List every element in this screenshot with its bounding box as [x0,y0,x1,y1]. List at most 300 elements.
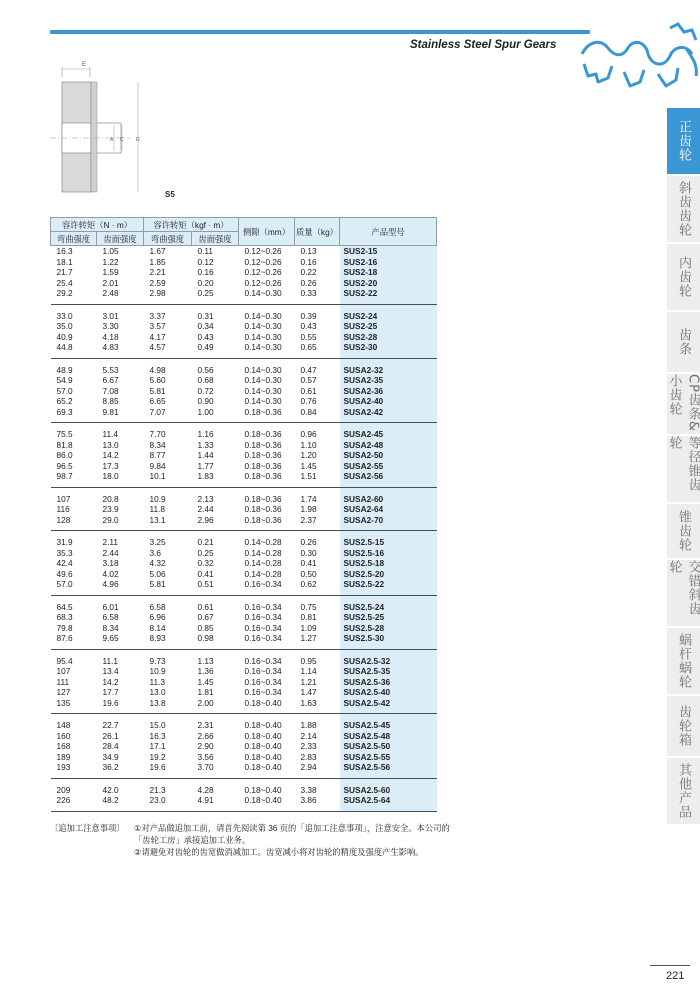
value-cell: 8.34 [102,622,119,633]
value-cell: 0.18~0.36 [244,429,282,439]
value-cell: 6.65 [149,396,166,406]
value-cell: 0.18~0.40 [239,795,295,811]
value-cell: 4.83 [97,342,144,358]
value-cell: 0.18~0.40 [244,751,282,762]
category-tabs [667,108,700,826]
value-cell: 0.14~0.28 [244,568,282,579]
value-cell: 0.14~0.28 [244,537,282,547]
value-cell: 6.01 [102,601,119,612]
table-row [51,487,437,504]
value-cell: 14.2 [102,676,119,687]
series-code: S5 [165,190,175,199]
value-cell: 23.9 [102,504,119,514]
value-cell: 2.13 [197,493,214,504]
value-cell: 19.6 [97,698,144,714]
value-cell: 7.08 [102,385,119,396]
value-cell: 5.53 [102,364,119,375]
value-cell: 95.4 [56,655,73,666]
value-cell: 96.5 [56,460,73,471]
value-cell: 81.8 [56,439,73,450]
value-cell: 4.91 [192,795,239,811]
value-cell: 26.1 [102,730,119,741]
value-cell: 127 [56,687,71,697]
spec-table-body [51,246,437,812]
value-cell: 2.14 [300,730,317,741]
value-cell: 7.70 [149,429,166,439]
value-cell: 0.90 [197,396,214,406]
value-cell: 0.85 [197,622,214,633]
model-cell: SUSA2-55 [340,461,437,472]
dim-c-label: C [120,137,124,143]
value-cell: 10.9 [149,493,166,504]
value-cell: 1.59 [102,267,119,277]
value-cell: 2.66 [197,730,214,741]
table-row [51,778,437,795]
value-cell: 0.41 [197,568,214,579]
model-cell: SUSA2.5-56 [340,762,437,778]
value-cell: 4.17 [149,331,166,342]
value-cell: 0.25 [192,288,239,304]
value-cell: 0.57 [300,375,317,385]
value-cell: 6.58 [149,601,166,612]
model-cell: SUS2-20 [340,278,437,289]
value-cell: 11.8 [149,504,166,514]
value-cell: 11.1 [102,655,119,666]
value-cell: 3.30 [102,321,119,331]
value-cell: 0.32 [197,558,214,568]
value-cell: 0.13 [300,246,317,256]
value-cell: 1.67 [149,246,166,256]
value-cell: 4.18 [102,331,119,342]
table-row [51,504,437,515]
value-cell: 2.11 [102,537,119,547]
value-cell: 0.18~0.36 [244,439,282,450]
value-cell: 0.43 [197,331,214,342]
table-row [51,461,437,472]
value-cell: 1.09 [300,622,317,633]
value-cell: 1.63 [295,698,340,714]
value-cell: 128 [51,515,97,531]
value-cell: 35.0 [56,321,73,331]
value-cell: 10.9 [149,666,166,676]
value-cell: 48.2 [97,795,144,811]
value-cell: 4.57 [144,342,192,358]
model-cell: SUS2-24 [340,304,437,321]
value-cell: 4.28 [197,784,214,795]
model-cell: SUSA2-48 [340,440,437,451]
table-row [51,407,437,423]
header-torque-nm: 容许转矩（N · m） [51,218,144,232]
value-cell: 0.75 [300,601,317,612]
category-tab[interactable]: 齿条 [667,312,700,374]
value-cell: 16.3 [149,730,166,741]
value-cell: 189 [56,751,71,762]
table-row [51,623,437,634]
value-cell: 0.18~0.36 [239,471,295,487]
value-cell: 25.4 [56,277,73,288]
value-cell: 9.84 [149,460,166,471]
table-row [51,649,437,666]
note-2: ②请避免对齿轮的齿宽做消减加工。齿宽减小将对齿轮的精度及强度产生影响。 [134,847,424,857]
value-cell: 8.14 [149,622,166,633]
table-row [51,666,437,677]
value-cell: 29.0 [97,515,144,531]
value-cell: 107 [56,666,71,676]
value-cell: 0.18~0.40 [244,730,282,741]
value-cell: 0.26 [300,277,317,288]
value-cell: 0.62 [295,579,340,595]
value-cell: 3.25 [149,537,166,547]
model-cell: SUSA2-32 [340,358,437,375]
value-cell: 79.8 [56,622,73,633]
value-cell: 8.85 [102,396,119,406]
value-cell: 0.25 [197,547,214,558]
dim-a-label: A [110,137,114,143]
value-cell: 10.1 [144,471,192,487]
value-cell: 5.81 [149,385,166,396]
value-cell: 1.16 [197,429,214,439]
model-cell: SUS2-15 [340,246,437,257]
value-cell: 18.0 [97,471,144,487]
value-cell: 2.44 [197,504,214,514]
value-cell: 0.14~0.30 [239,342,295,358]
value-cell: 1.21 [300,676,317,687]
value-cell: 1.00 [192,407,239,423]
value-cell: 1.51 [295,471,340,487]
value-cell: 22.7 [102,720,119,730]
value-cell: 33.0 [56,310,73,321]
value-cell: 8.34 [149,439,166,450]
value-cell: 19.6 [144,762,192,778]
value-cell: 1.98 [300,504,317,514]
value-cell: 23.0 [144,795,192,811]
model-cell: SUSA2.5-55 [340,752,437,763]
value-cell: 6.58 [102,612,119,622]
value-cell: 0.30 [300,547,317,558]
value-cell: 1.81 [197,687,214,697]
value-cell: 6.67 [102,375,119,385]
table-row [51,396,437,407]
value-cell: 1.20 [300,450,317,460]
table-row [51,332,437,343]
table-row [51,288,437,304]
category-tab[interactable]: 锥齿轮 [667,504,700,560]
value-cell: 48.9 [56,364,73,375]
value-cell: 69.3 [51,407,97,423]
value-cell: 0.18~0.36 [244,450,282,460]
value-cell: 86.0 [56,450,73,460]
value-cell: 0.96 [300,429,317,439]
value-cell: 2.96 [192,515,239,531]
value-cell: 1.05 [102,246,119,256]
value-cell: 1.77 [197,460,214,471]
value-cell: 0.16~0.34 [244,655,282,666]
category-tab[interactable]: 内齿轮 [667,244,700,312]
value-cell: 21.7 [56,267,73,277]
value-cell: 8.93 [144,633,192,649]
value-cell: 2.98 [144,288,192,304]
value-cell: 0.34 [197,321,214,331]
value-cell: 0.18~0.36 [239,407,295,423]
value-cell: 4.96 [97,579,144,595]
header-model: 产品型号 [340,218,437,246]
category-tab[interactable]: 其他产品 [667,758,700,826]
model-cell: SUSA2-42 [340,407,437,423]
page-title: Stainless Steel Spur Gears [410,39,557,51]
value-cell: 168 [56,741,71,751]
value-cell: 1.85 [149,256,166,267]
value-cell: 2.83 [300,751,317,762]
table-row [51,548,437,559]
value-cell: 49.6 [56,568,73,579]
table-row [51,558,437,569]
table-row [51,569,437,580]
value-cell: 34.9 [102,751,119,762]
value-cell: 3.86 [295,795,340,811]
value-cell: 1.44 [197,450,214,460]
value-cell: 9.65 [97,633,144,649]
table-row [51,731,437,742]
value-cell: 0.14~0.30 [244,331,282,342]
model-cell: SUSA2.5-60 [340,778,437,795]
value-cell: 1.47 [300,687,317,697]
value-cell: 19.2 [149,751,166,762]
value-cell: 64.5 [56,601,73,612]
value-cell: 0.39 [300,310,317,321]
notes-label: 〔追加工注意事项〕 [50,823,125,833]
model-cell: SUSA2-56 [340,471,437,487]
value-cell: 21.3 [149,784,166,795]
value-cell: 4.32 [149,558,166,568]
value-cell: 1.22 [102,256,119,267]
table-row [51,612,437,623]
value-cell: 13.0 [102,439,119,450]
value-cell: 226 [51,795,97,811]
value-cell: 0.16~0.34 [239,633,295,649]
category-tab[interactable]: CP齿条&小齿轮 [667,374,700,436]
value-cell: 1.36 [197,666,214,676]
header-mass: 质量（kg） [295,218,340,246]
model-cell: SUS2.5-25 [340,612,437,623]
model-cell: SUSA2.5-45 [340,714,437,731]
value-cell: 8.77 [149,450,166,460]
value-cell: 3.6 [149,547,162,558]
value-cell: 2.94 [295,762,340,778]
value-cell: 3.70 [192,762,239,778]
model-cell: SUS2.5-16 [340,548,437,559]
value-cell: 4.02 [102,568,119,579]
value-cell: 0.16~0.34 [244,666,282,676]
model-cell: SUSA2-70 [340,515,437,531]
value-cell: 193 [51,762,97,778]
model-cell: SUSA2.5-40 [340,687,437,698]
value-cell: 135 [51,698,97,714]
value-cell: 0.43 [300,321,317,331]
model-cell: SUSA2.5-64 [340,795,437,811]
value-cell: 11.3 [149,676,166,687]
header-backlash: 侧隙（mm） [239,218,295,246]
table-row [51,450,437,461]
model-cell: SUSA2.5-32 [340,649,437,666]
category-tab[interactable]: 齿轮箱 [667,696,700,758]
value-cell: 6.96 [149,612,166,622]
value-cell: 0.47 [300,364,317,375]
value-cell: 0.16 [197,267,214,277]
table-row [51,246,437,257]
value-cell: 9.81 [97,407,144,423]
table-row [51,423,437,440]
value-cell: 2.33 [300,741,317,751]
page-number: 221 [666,970,685,982]
model-cell: SUSA2.5-35 [340,666,437,677]
value-cell: 0.16~0.34 [244,687,282,697]
value-cell: 111 [56,676,70,687]
value-cell: 2.48 [97,288,144,304]
value-cell: 98.7 [51,471,97,487]
value-cell: 1.14 [300,666,317,676]
table-row [51,677,437,688]
value-cell: 0.12~0.26 [244,267,282,277]
value-cell: 0.14~0.30 [244,321,282,331]
value-cell: 0.14~0.30 [244,385,282,396]
value-cell: 14.2 [102,450,119,460]
value-cell: 0.11 [197,246,214,256]
category-tab[interactable]: 等径锥齿轮 [667,436,700,504]
value-cell: 0.16 [300,256,317,267]
value-cell: 17.3 [102,460,119,471]
value-cell: 20.8 [102,493,119,504]
model-cell: SUS2.5-24 [340,595,437,612]
value-cell: 0.51 [192,579,239,595]
value-cell: 36.2 [97,762,144,778]
header-bending-nm: 弯曲强度 [51,232,97,246]
value-cell: 0.18~0.40 [244,741,282,751]
value-cell: 0.18~0.40 [244,720,282,730]
table-row [51,342,437,358]
category-tab[interactable]: 正齿轮 [667,108,700,176]
dim-d-label: D [136,137,140,143]
model-cell: SUSA2-50 [340,450,437,461]
model-cell: SUSA2-60 [340,487,437,504]
value-cell: 0.98 [192,633,239,649]
value-cell: 1.27 [295,633,340,649]
value-cell: 3.57 [149,321,166,331]
model-cell: SUSA2-35 [340,375,437,386]
value-cell: 0.22 [300,267,317,277]
table-row [51,595,437,612]
model-cell: SUSA2-36 [340,386,437,397]
value-cell: 0.12~0.26 [244,277,282,288]
value-cell: 3.38 [300,784,317,795]
value-cell: 2.37 [295,515,340,531]
value-cell: 31.9 [56,537,73,547]
value-cell: 2.31 [197,720,214,730]
value-cell: 87.6 [51,633,97,649]
value-cell: 0.68 [197,375,214,385]
header-surface-nm: 齿面强度 [97,232,144,246]
table-row [51,714,437,731]
value-cell: 18.1 [56,256,73,267]
header-rule [50,30,590,34]
model-cell: SUSA2-40 [340,396,437,407]
value-cell: 13.8 [144,698,192,714]
model-cell: SUS2-25 [340,321,437,332]
value-cell: 35.3 [56,547,73,558]
model-cell: SUSA2.5-48 [340,731,437,742]
table-row [51,752,437,763]
table-row [51,687,437,698]
value-cell: 209 [56,784,71,795]
value-cell: 13.4 [102,666,119,676]
value-cell: 0.12 [197,256,214,267]
table-row [51,762,437,778]
table-row [51,741,437,752]
value-cell: 0.33 [295,288,340,304]
value-cell: 57.0 [51,579,97,595]
table-row [51,440,437,451]
value-cell: 29.2 [51,288,97,304]
value-cell: 0.14~0.28 [244,547,282,558]
value-cell: 0.16~0.34 [244,612,282,622]
value-cell: 68.3 [56,612,73,622]
value-cell: 2.21 [149,267,166,277]
value-cell: 0.84 [295,407,340,423]
value-cell: 0.18~0.36 [244,504,282,514]
value-cell: 0.65 [295,342,340,358]
value-cell: 2.44 [102,547,119,558]
value-cell: 0.61 [300,385,317,396]
model-cell: SUS2.5-28 [340,623,437,634]
value-cell: 3.37 [149,310,166,321]
category-tab[interactable]: 斜齿齿轮 [667,176,700,244]
value-cell: 5.81 [144,579,192,595]
model-cell: SUSA2.5-50 [340,741,437,752]
value-cell: 0.16~0.34 [244,622,282,633]
value-cell: 40.9 [56,331,73,342]
value-cell: 0.18~0.36 [239,515,295,531]
value-cell: 15.0 [149,720,166,730]
value-cell: 1.88 [300,720,317,730]
value-cell: 0.56 [197,364,214,375]
value-cell: 0.95 [300,655,317,666]
value-cell: 13.0 [149,687,166,697]
value-cell: 54.9 [56,375,73,385]
value-cell: 0.12~0.26 [244,246,282,256]
model-cell: SUSA2.5-36 [340,677,437,688]
value-cell: 0.41 [300,558,317,568]
category-tab[interactable]: 交错斜齿轮 [667,560,700,628]
value-cell: 3.18 [102,558,119,568]
value-cell: 0.21 [197,537,214,547]
category-tab[interactable]: 蜗杆蜗轮 [667,628,700,696]
value-cell: 1.13 [197,655,214,666]
table-row [51,304,437,321]
model-cell: SUS2.5-15 [340,531,437,548]
value-cell: 0.16~0.34 [239,579,295,595]
table-row [51,698,437,714]
value-cell: 0.14~0.30 [239,288,295,304]
value-cell: 4.98 [149,364,166,375]
value-cell: 75.5 [56,429,73,439]
table-row [51,278,437,289]
value-cell: 16.3 [56,246,73,256]
table-row [51,375,437,386]
value-cell: 0.31 [197,310,214,321]
spec-table [50,217,437,812]
table-row [51,515,437,531]
note-1: ①对产品做追加工前，请首先阅读第 36 页的「追加工注意事项」，注意安全。本公司的「齿轮工房」承接追加工业务。 [134,823,450,845]
value-cell: 0.81 [300,612,317,622]
